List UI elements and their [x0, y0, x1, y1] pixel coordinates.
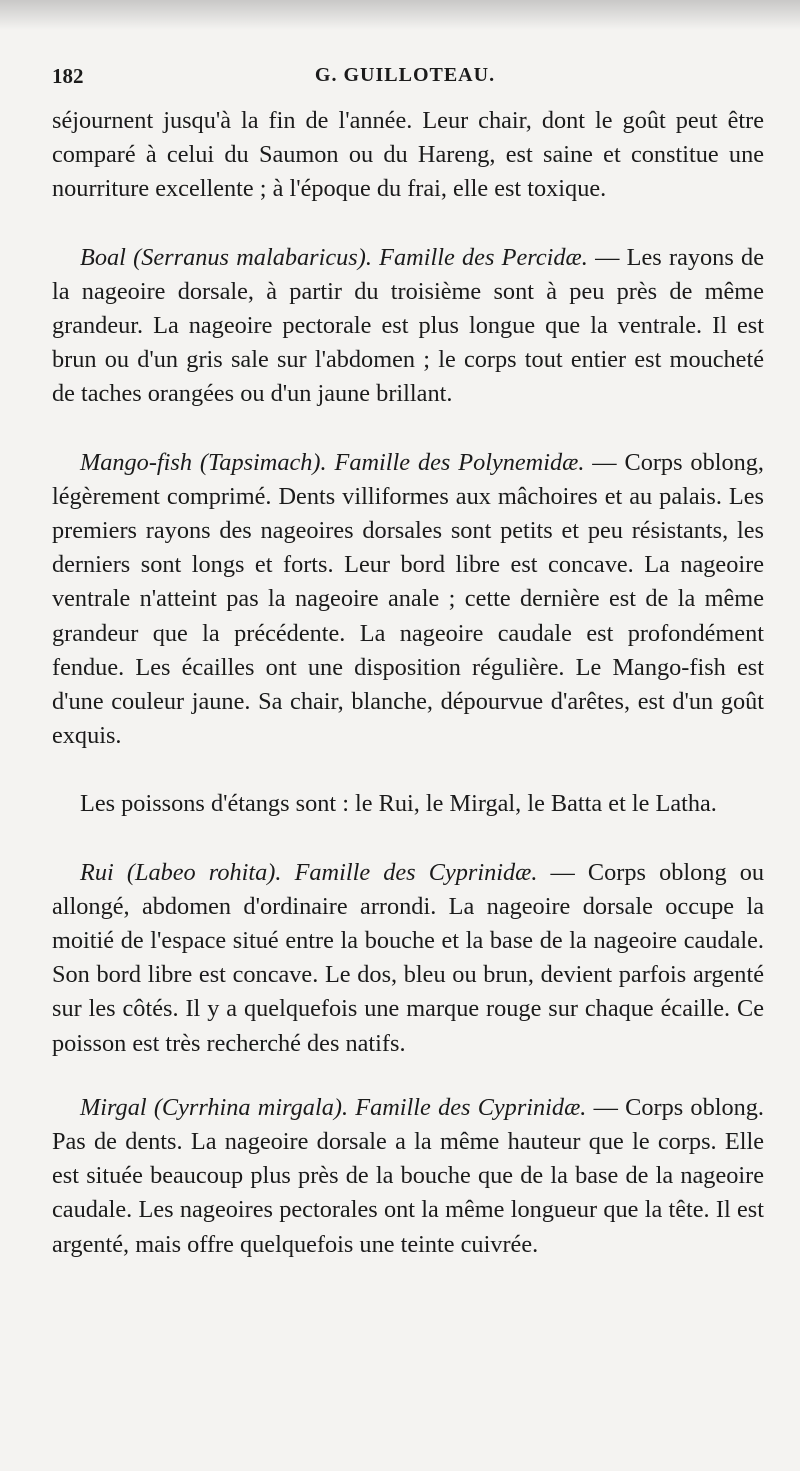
- paragraph-mango-fish: [52, 446, 764, 754]
- running-head: G. GUILLOTEAU.: [314, 64, 496, 86]
- species-description-rui: — Corps oblong ou allongé, abdomen d'ordinaire arrondi. La nageoire dorsale occupe la moitié de l'espace situé entre la bouche et la base de la nageoire caudale. Son bord libre est concave. Le dos, bleu ou brun, devient parfois argenté sur les côtés. Il y a quelquefois une marque rouge sur chaque écaille. Ce poisson est très recherché des natifs.: [52, 858, 764, 1057]
- species-heading-rui: Rui (Labeo rohita). Famille des Cyprinidæ.: [80, 858, 538, 886]
- paragraph-continuation: séjournent jusqu'à la fin de l'année. Leur chair, dont le goût peut être comparé à celui du Saumon ou du Hareng, est saine et constitue une nourriture excellente ; à l'époque du frai, elle est toxique.: [52, 107, 764, 203]
- paragraph-mirgal: [52, 1091, 764, 1262]
- page-header: [52, 64, 758, 94]
- paragraph-rui: [52, 856, 764, 1061]
- page-number: 182: [52, 64, 84, 88]
- page-top-shadow: [0, 0, 800, 30]
- species-description-mirgal: — Corps oblong. Pas de dents. La nageoire dorsale a la même hauteur que le corps. Elle est située beaucoup plus près de la bouche que de la base de la nageoire caudale. Les nageoires pectorales ont la même longueur que la tête. Il est argenté, mais offre quelquefois une teinte cuivrée.: [52, 1093, 764, 1258]
- species-heading-mango-fish: Mango-fish (Tapsimach). Famille des Polynemidæ.: [80, 448, 585, 476]
- species-description-mango-fish: — Corps oblong, légèrement comprimé. Dents villiformes aux mâchoires et au palais. Les premiers rayons des nageoires dorsales sont petits et peu résistants, les derniers sont longs et forts. Leur bord libre est concave. La nageoire ventrale n'atteint pas la nageoire anale ; cette dernière est de la même grandeur que la précédente. La nageoire caudale est profondément fendue. Les écailles ont une disposition régulière. Le Mango-fish est d'une couleur jaune. Sa chair, blanche, dépourvue d'arêtes, est d'un goût exquis.: [52, 448, 764, 750]
- paragraph-pond-fish: Les poissons d'étangs sont : le Rui, le Mirgal, le Batta et le Latha.: [80, 790, 717, 818]
- species-description-boal: — Les rayons de la nageoire dorsale, à partir du troisième sont à peu près de même grandeur. La nageoire pectorale est plus longue que la ventrale. Il est brun ou d'un gris sale sur l'abdomen ; le corps tout entier est moucheté de taches orangées ou d'un jaune brillant.: [52, 243, 764, 408]
- paragraph-boal: [52, 241, 764, 412]
- page-body: [52, 104, 764, 1262]
- species-heading-boal: Boal (Serranus malabaricus). Famille des Percidæ.: [80, 243, 588, 271]
- species-heading-mirgal: Mirgal (Cyrrhina mirgala). Famille des Cyprinidæ.: [80, 1093, 587, 1121]
